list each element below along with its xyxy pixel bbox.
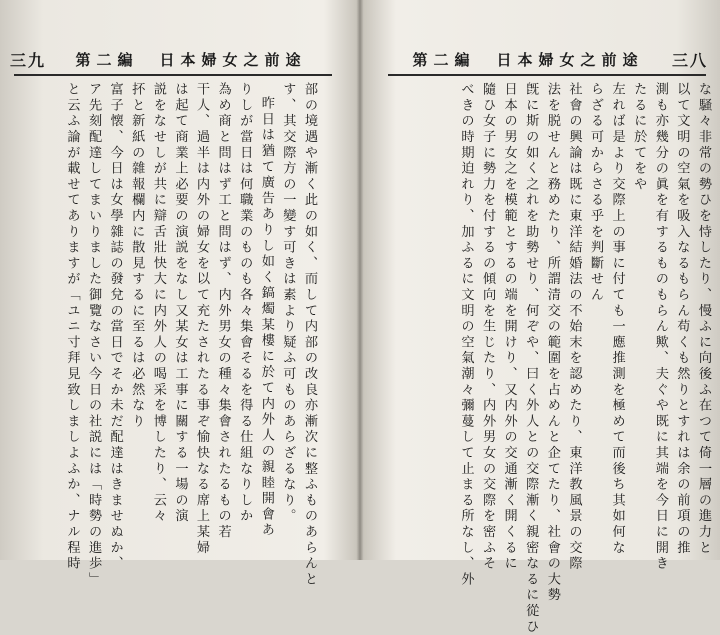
header-rule bbox=[14, 74, 332, 76]
body-text bbox=[400, 82, 714, 635]
text-column: 旣に斯の如く之れを助勢せり、何ぞや、曰く外人との交際漸く親密なるに從ひ bbox=[523, 82, 539, 635]
text-column: と云ふ論が載せてありますが「ユニ寸拜見致しましよふか、ナル程時 bbox=[64, 82, 80, 572]
text-column: べきの時期迫れり、加ふるに文明の空氣潮々彌蔓して止まる所なし、外 bbox=[458, 82, 474, 588]
text-column: は起て商業上必要の演説をなし又某女は工事に關する一場の演 bbox=[172, 82, 188, 525]
page-number: 三九 bbox=[10, 50, 47, 70]
text-column: りしが當日は何職業のものも各々集會そるを得る仕組なりしか bbox=[237, 82, 253, 525]
text-column: 富子懐、今日は女學雜誌の發兌の當日でそか未だ配達はきませぬか、 bbox=[107, 82, 123, 572]
text-column: 隨ひ女子に勢力を付するの傾向を生じたり、内外男女の交際を密ふそ bbox=[480, 82, 496, 572]
text-column: な騒々非常の勢ひを恃したり、慢ふに向後ふ在つて倚一層の進力と bbox=[696, 82, 711, 556]
text-column: 昨日は猶て廣告ありし如く鎬燭某樓に於て内外人の親睦開會あ bbox=[258, 96, 274, 539]
text-column: 説をなせしが共に辯舌壯快大に内外人の喝采を博したり、云々 bbox=[150, 82, 166, 525]
text-column: ア先刻配達してまいりました御覽なさい今日の社説には「時勢の進歩」 bbox=[86, 82, 102, 588]
text-column: 日本の男女之を模範とするの端を開けり、又内外の交通漸く開くるに bbox=[501, 82, 517, 572]
page-number: 三八 bbox=[671, 50, 708, 70]
running-head: 第二編 日本婦女之前途 bbox=[412, 50, 644, 69]
text-column: す、其交際方の一變す可きは素より疑ふ可ものあらざるなり。 bbox=[280, 82, 296, 525]
text-column: らざる可からさる乎を判斷せん bbox=[588, 82, 604, 304]
running-head: 第二編 日本婦女之前途 bbox=[75, 50, 307, 69]
header-rule bbox=[388, 74, 706, 76]
right-page-header bbox=[384, 46, 708, 72]
right-page bbox=[370, 0, 720, 635]
body-text bbox=[26, 82, 320, 588]
text-column: 為め商と問はず工と問はず、内外男女の種々集會されたるもの若 bbox=[215, 82, 231, 541]
text-column: 社會の興論は既に東洋結婚法の不始末を認めたり、東洋教風景の交際 bbox=[566, 82, 582, 572]
text-column: 法を脱せんと務めたり、所謂清交の範圍を占めんと企てたり、社會の大勢 bbox=[544, 82, 560, 604]
text-column: 左れば是より交際上の事に付ても一應推測を極めて而後ち其如何な bbox=[609, 82, 625, 556]
text-column: 以て文明の空氣を吸入なるもらん苟くも然りとすれは余の前項の推 bbox=[674, 82, 690, 556]
text-column: 抔と新紙の雜報欄内に散見するに至るは必然なり bbox=[129, 82, 145, 430]
text-column: 測も亦幾分の眞を有するものもらん歟、夫ぐや既に其端を今日に開き bbox=[652, 82, 668, 572]
text-column: 干人、過半は内外の婦女を以て充たされたる事ぞ愉快なる席上某婦 bbox=[194, 82, 210, 556]
left-page bbox=[0, 0, 350, 588]
text-column: たるに於てをや bbox=[631, 82, 647, 193]
text-column: 部の境遇や漸く此の如く、而して内部の改良亦漸次に整ふものあらんと bbox=[302, 82, 317, 588]
left-page-header bbox=[10, 46, 336, 72]
